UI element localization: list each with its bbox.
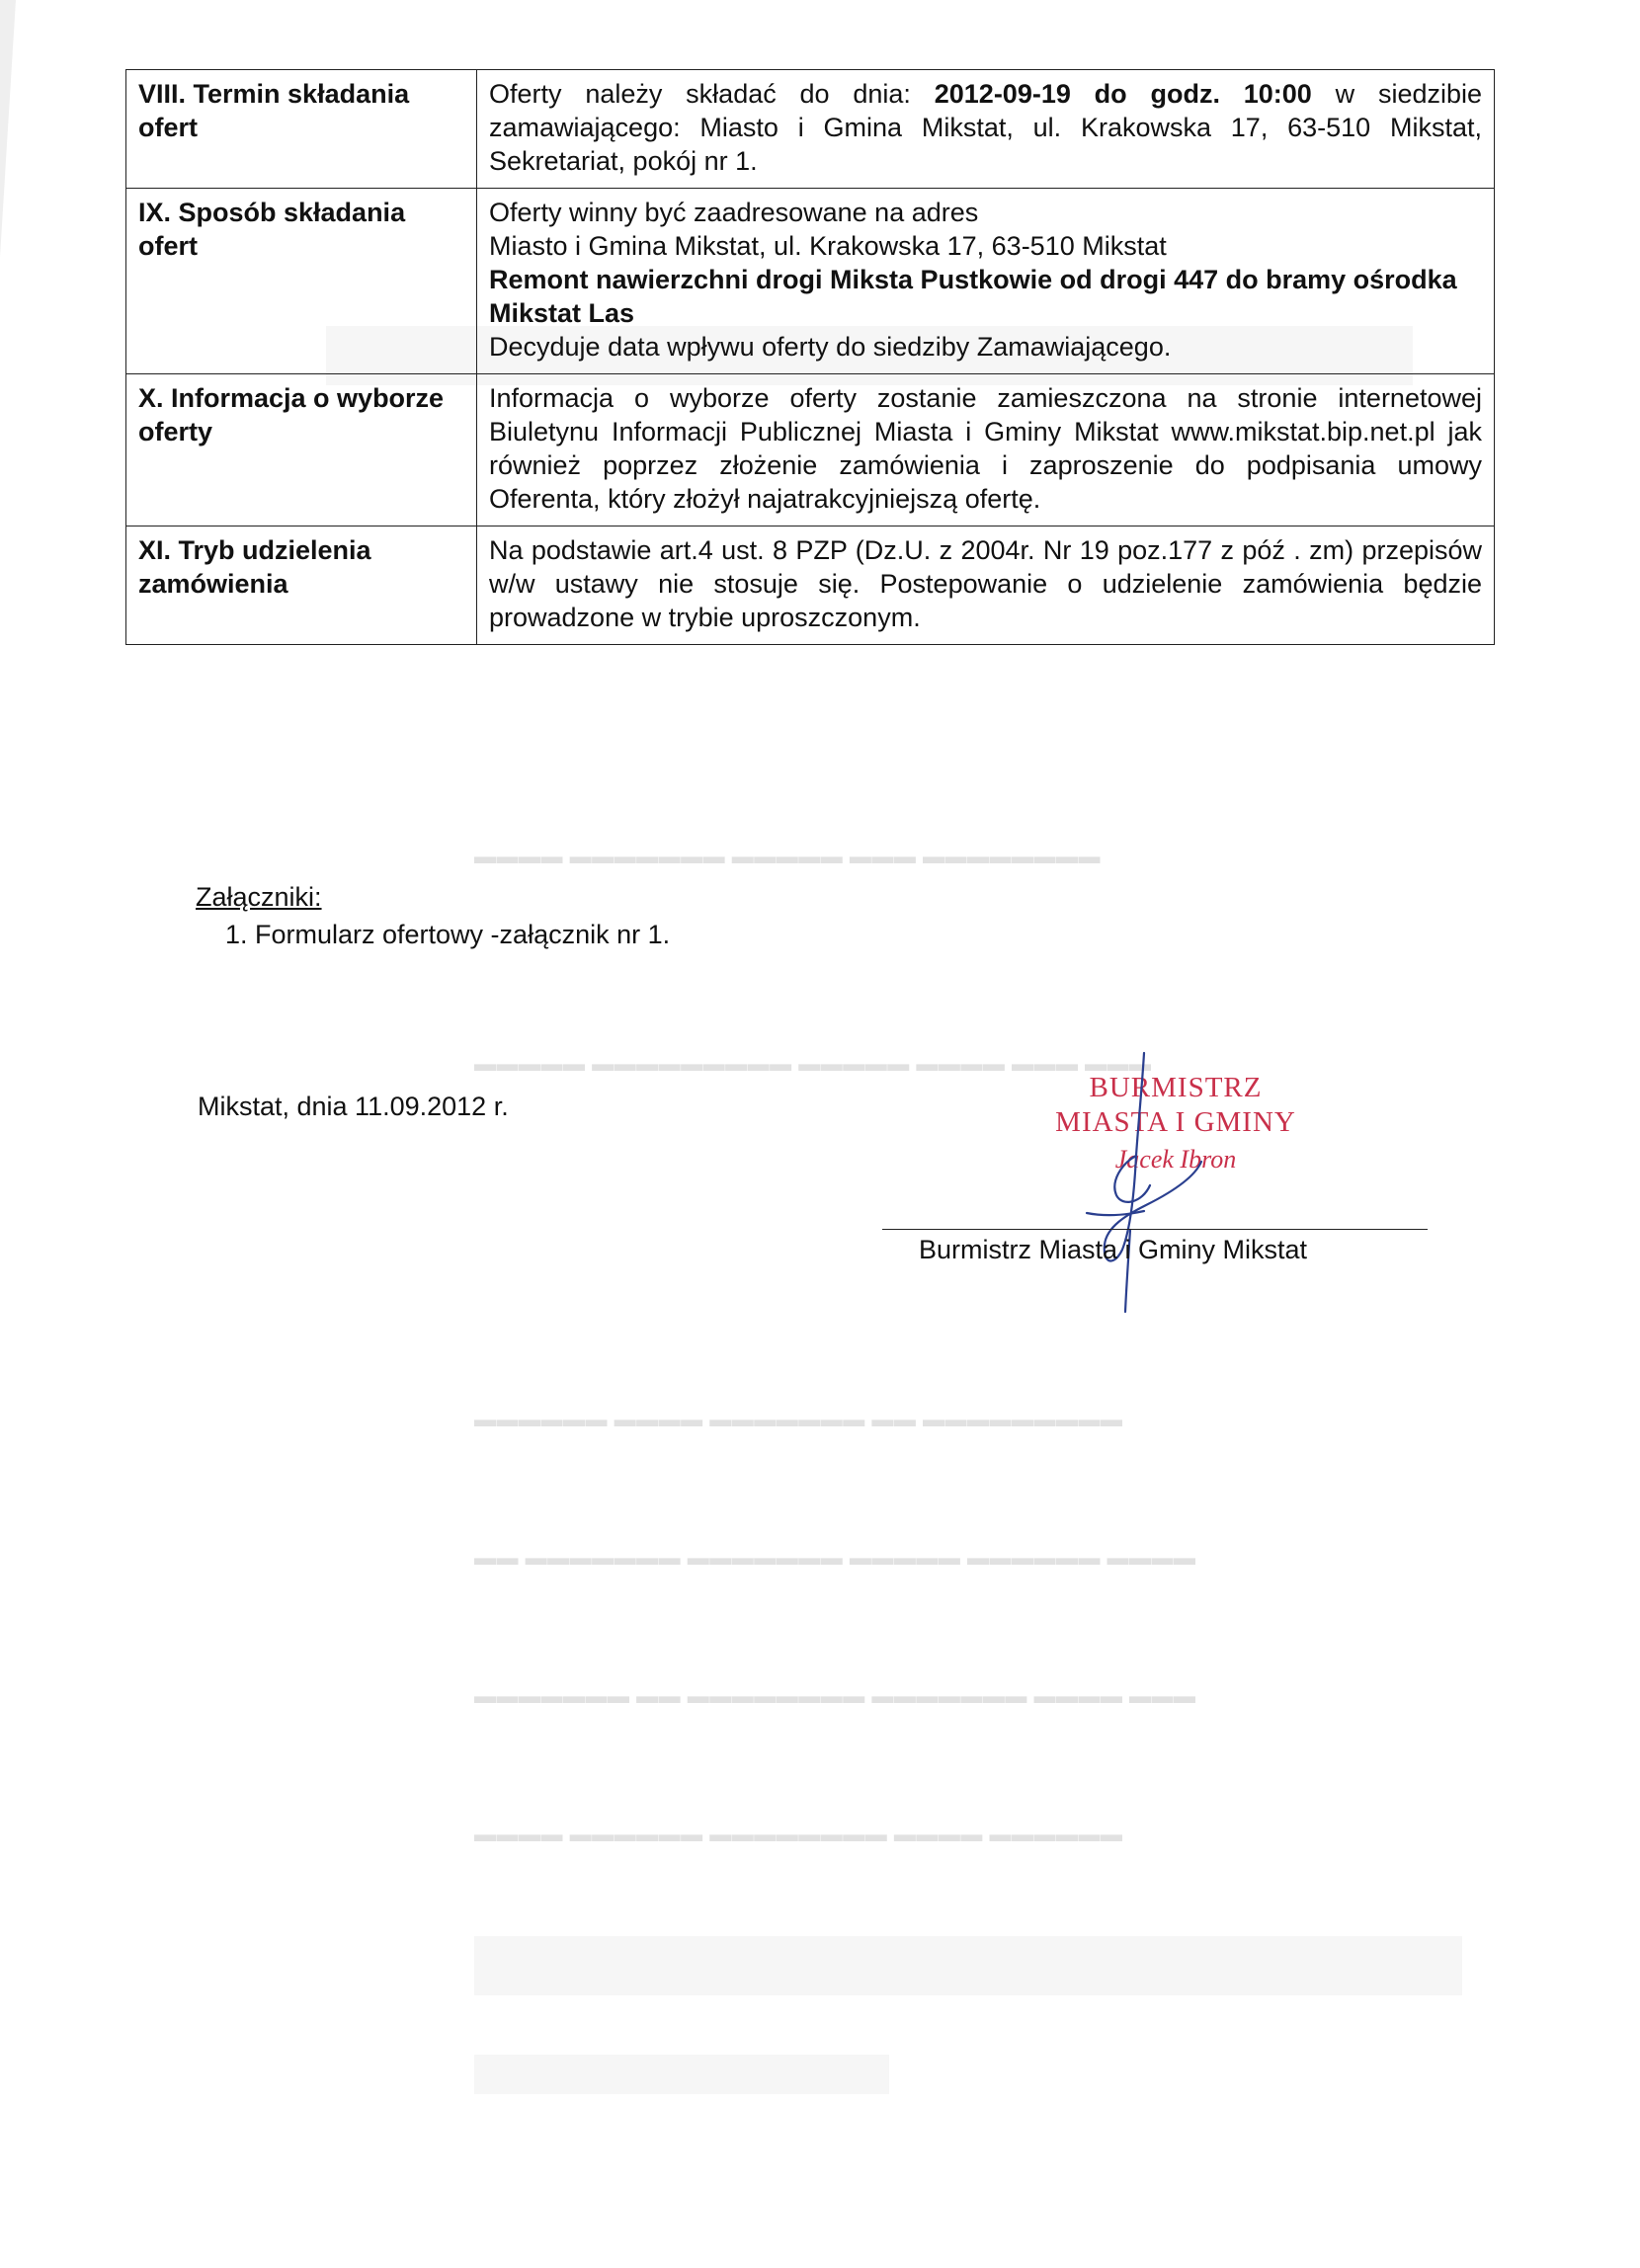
list-item: 1. Formularz ofertowy -załącznik nr 1. (255, 917, 670, 952)
bleed-through-shade (474, 1936, 1462, 1995)
row-text: Decyduje data wpływu oferty do siedziby Zamawiającego. (489, 332, 1172, 362)
table-row (126, 526, 1495, 645)
project-title: Remont nawierzchni drogi Miksta Pustkowie od drogi 447 do bramy ośrodka Mikstat Las (489, 265, 1457, 328)
signature-caption: Burmistrz Miasta i Gminy Mikstat (919, 1235, 1308, 1264)
bleed-through-text: ▬▬▬▬▬ ▬▬▬▬▬▬▬▬▬ ▬▬▬▬▬ ▬▬▬▬ ▬▬▬ ▬▬▬ (474, 1051, 1152, 1076)
row-text: Oferty należy składać do dnia: (489, 79, 935, 109)
bleed-through-text: ▬▬ ▬▬▬▬▬▬▬ ▬▬▬▬▬▬▬ ▬▬▬▬▬ ▬▬▬▬▬▬ ▬▬▬▬ (474, 1545, 1196, 1570)
deadline-text: 2012-09-19 do godz. 10:00 (934, 79, 1312, 109)
row-label: X. Informacja o wyborze oferty (126, 374, 477, 526)
bleed-through-shade (474, 2055, 889, 2094)
scan-edge-shadow (0, 0, 16, 257)
stamp-line: BURMISTRZ (1089, 1072, 1263, 1103)
bleed-through-text: ▬▬▬▬▬▬ ▬▬▬▬ ▬▬▬▬▬▬▬ ▬▬ ▬▬▬▬▬▬▬▬▬ (474, 1407, 1123, 1431)
attachments-list (196, 917, 670, 952)
row-label: VIII. Termin składania ofert (126, 70, 477, 189)
terms-table (125, 69, 1495, 645)
row-content (477, 70, 1495, 189)
table-row (126, 189, 1495, 374)
bleed-through-text: ▬▬▬▬ ▬▬▬▬▬▬▬ ▬▬▬▬▬ ▬▬▬ ▬▬▬▬▬▬▬▬ (474, 844, 1101, 868)
attachments-title: Załączniki: (196, 882, 322, 912)
row-text: Oferty winny być zaadresowane na adres (489, 198, 979, 227)
stamp-line: MIASTA I GMINY (1055, 1106, 1296, 1138)
handwritten-signature (1027, 1047, 1265, 1324)
row-content: Informacja o wyborze oferty zostanie zamieszczona na stronie internetowej Biuletynu Informacji Publicznej Miasta i Gminy Mikstat www.mikstat.bip.net.pl jak również poprzez złożenie zamówienia i zaproszenie do podpisania umowy Oferenta, który złożył najatrakcyjniejszą ofertę. (477, 374, 1495, 526)
row-content (477, 189, 1495, 374)
place-date: Mikstat, dnia 11.09.2012 r. (198, 1092, 509, 1121)
signature-line (882, 1229, 1428, 1230)
table-row (126, 374, 1495, 526)
bleed-through-text: ▬▬▬▬▬▬▬ ▬▬ ▬▬▬▬▬▬▬▬ ▬▬▬▬▬▬▬ ▬▬▬▬ ▬▬▬ (474, 1683, 1196, 1708)
attachments-section (196, 879, 670, 952)
bleed-through-text: ▬▬▬▬ ▬▬▬▬▬▬ ▬▬▬▬▬▬▬▬ ▬▬▬▬ ▬▬▬▬▬▬ (474, 1822, 1123, 1846)
table-row (126, 70, 1495, 189)
stamp-name: Jacek Ibron (1114, 1145, 1237, 1174)
row-label: XI. Tryb udzielenia zamówienia (126, 526, 477, 645)
row-text: w siedzibie zamawiającego: Miasto i Gmina Mikstat, ul. Krakowska 17, 63-510 Mikstat, Sekretariat, pokój nr 1. (489, 79, 1483, 176)
row-label: IX. Sposób składania ofert (126, 189, 477, 374)
address-text: Miasto i Gmina Mikstat, ul. Krakowska 17, 63-510 Mikstat (489, 231, 1167, 261)
row-content: Na podstawie art.4 ust. 8 PZP (Dz.U. z 2004r. Nr 19 poz.177 z póź . zm) przepisów w/w ustawy nie stosuje się. Postepowanie o udzielenie zamówienia będzie prowadzone w trybie uproszczonym. (477, 526, 1495, 645)
